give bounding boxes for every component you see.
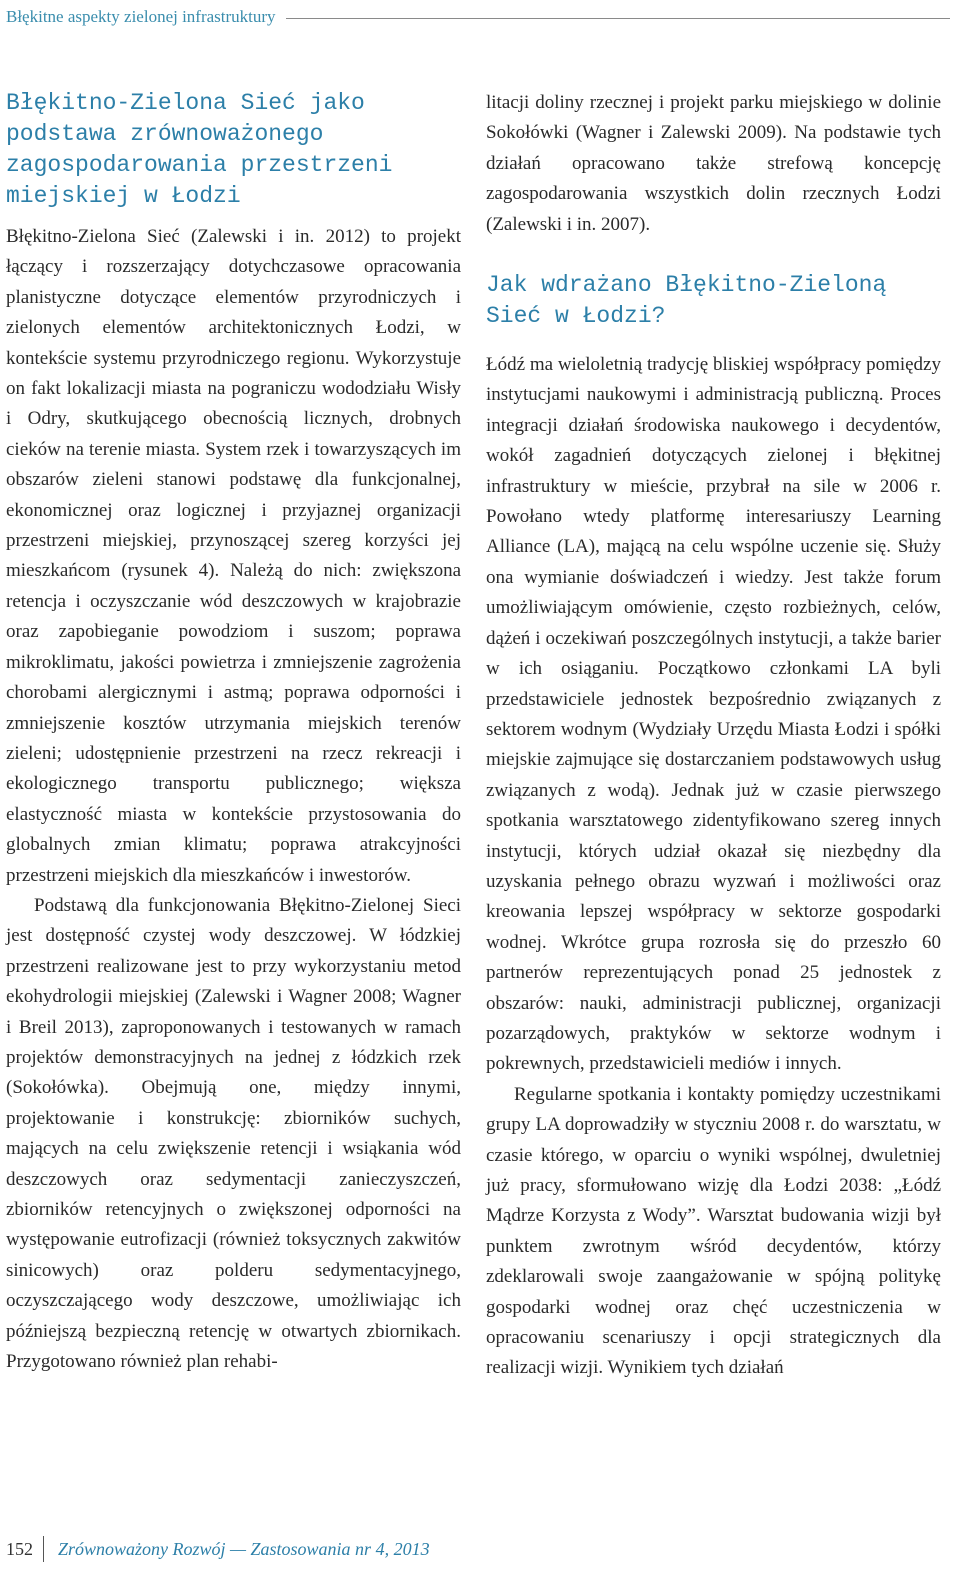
paragraph: Łódź ma wieloletnią tradycję bliskiej współpracy pomiędzy instytucjami naukowymi i administracją publiczną. Proces integracji działań środowiska naukowego i decydentów, wokół zagadnień dotyczących zielonej i błękitnej infrastruktury w mieście, przybrał na sile w 2006 r. Powołano wtedy platformę interesariuszy Learning Alliance (LA), mającą na celu wspólne uczenie się. Służy ona wymianie doświadczeń i wiedzy. Jest także forum umożliwiającym omówienie, często rozbieżnych, celów, dążeń i oczekiwań poszczególnych instytucji, a także barier w ich osiąganiu. Początkowo członkami LA byli przedstawiciele jednostek bezpośrednio związanych z sektorem wodnym (Wydziały Urzędu Miasta Łodzi i spółki miejskie zajmujące się dostarczaniem podstawowych usług związanych z wodą). Jednak już w czasie pierwszego spotkania warsztatowego zidentyfikowano szereg innych instytucji, których udział okazał się niezbędny dla uzyskania pełnego obrazu wyzwań i możliwości oraz kreowania lepszej współpracy w sektorze gospodarki wodnej. Wkrótce grupa rozrosła się do przeszło 60 partnerów reprezentujących ponad 25 jednostek z obszarów: nauki, administracji publicznej, organizacji pozarządowych, praktyków w sektorze wodnym i pokrewnych, przedstawicieli mediów i innych. <box>486 354 941 1075</box>
paragraph: Podstawą dla funkcjonowania Błękitno-Zielonej Sieci jest dostępność czystej wody deszczowej. W łódzkiej przestrzeni realizowane jest to przy wykorzystaniu metod ekohydrologii miejskiej (Zalewski i Wagner 2008; Wagner i Breil 2013), zaproponowanych i testowanych w ramach projektów demonstracyjnych na jednej z łódzkich rzek (Sokołówka). Obejmują one, między innymi, projektowanie i konstrukcję: zbiorników suchych, mających na celu zwiększenie retencji i wsiąkania wód deszczowych oraz sedymentacji zanieczyszczeń, zbiorników retencyjnych o zwiększonej odporności na występowanie eutrofizacji (również toksycznych zakwitów sinicowych) oraz polderu sedymentacyjnego, oczyszczającego wody deszczowe, umożliwiając ich późniejszą bezpieczną retencję w otwartych zbiornikach. Przygotowano również plan rehabi- <box>6 894 461 1373</box>
running-title: Błękitne aspekty zielonej infrastruktury <box>6 7 276 26</box>
section-heading-implementation: Jak wdrażano Błękitno-Zieloną Sieć w Łodzi? <box>486 272 887 330</box>
left-column <box>6 88 461 1377</box>
footer-divider <box>43 1536 44 1562</box>
right-column <box>486 88 941 1384</box>
page-number: 152 <box>6 1538 33 1559</box>
page-footer <box>6 1534 430 1564</box>
section-heading-blue-green-network: Błękitno-Zielona Sieć jako podstawa zrównoważonego zagospodarowania przestrzeni miejskiej w Łodzi <box>6 90 393 209</box>
paragraph: Błękitno-Zielona Sieć (Zalewski i in. 2012) to projekt łączący i rozszerzający dotychczasowe opracowania planistyczne dotyczące elementów przyrodniczych i zielonych elementów architektonicznych Łodzi, w kontekście systemu przyrodniczego regionu. Wykorzystuje on fakt lokalizacji miasta na pograniczu wododziału Wisły i Odry, skutkującego obecnością licznych, drobnych cieków na terenie miasta. System rzek i towarzyszących im obszarów zieleni stanowi podstawę dla funkcjonalnej, ekonomicznej oraz logicznej i przyjaznej organizacji przestrzeni miejskiej, przynoszącej szereg korzyści jej mieszkańcom (rysunek 4). Należą do nich: zwiększona retencja i oczyszczanie wód deszczowych w krajobrazie oraz zapobieganie powodziom i suszom; poprawa mikroklimatu, jakości powietrza i zmniejszenie zagrożenia chorobami alergicznymi i astmą; poprawa odporności i zmniejszenie kosztów utrzymania miejskich terenów zieleni; udostępnienie przestrzeni na rzecz rekreacji i ekologicznego transportu publicznego; większa elastyczność miasta w kontekście przystosowania do globalnych zmian klimatu; poprawa atrakcyjności przestrzeni miejskich dla mieszkańców i inwestorów. <box>6 226 461 886</box>
paragraph-continuation: litacji doliny rzecznej i projekt parku miejskiego w dolinie Sokołówki (Wagner i Zalewski 2009). Na podstawie tych działań opracowano także strefową koncepcję zagospodarowania wszystkich dolin rzecznych Łodzi (Zalewski i in. 2007). <box>486 92 941 235</box>
header-rule <box>286 18 950 19</box>
journal-title: Zrównoważony Rozwój — Zastosowania nr 4, 2013 <box>58 1538 430 1559</box>
running-header <box>6 4 950 30</box>
paragraph: Regularne spotkania i kontakty pomiędzy uczestnikami grupy LA doprowadziły w styczniu 2008 r. do warsztatu, w czasie którego, w oparciu o wyniki wspólnej, dwuletniej już pracy, sformułowano wizję dla Łodzi 2038: „Łódź Mądrze Korzysta z Wody”. Warsztat budowania wizji był punktem zwrotnym wśród decydentów, którzy zdeklarowali swoje zaangażowanie w spójną politykę gospodarki wodnej oraz chęć uczestniczenia w opracowaniu scenariuszy i opcji strategicznych dla realizacji wizji. Wynikiem tych działań <box>486 1083 941 1379</box>
